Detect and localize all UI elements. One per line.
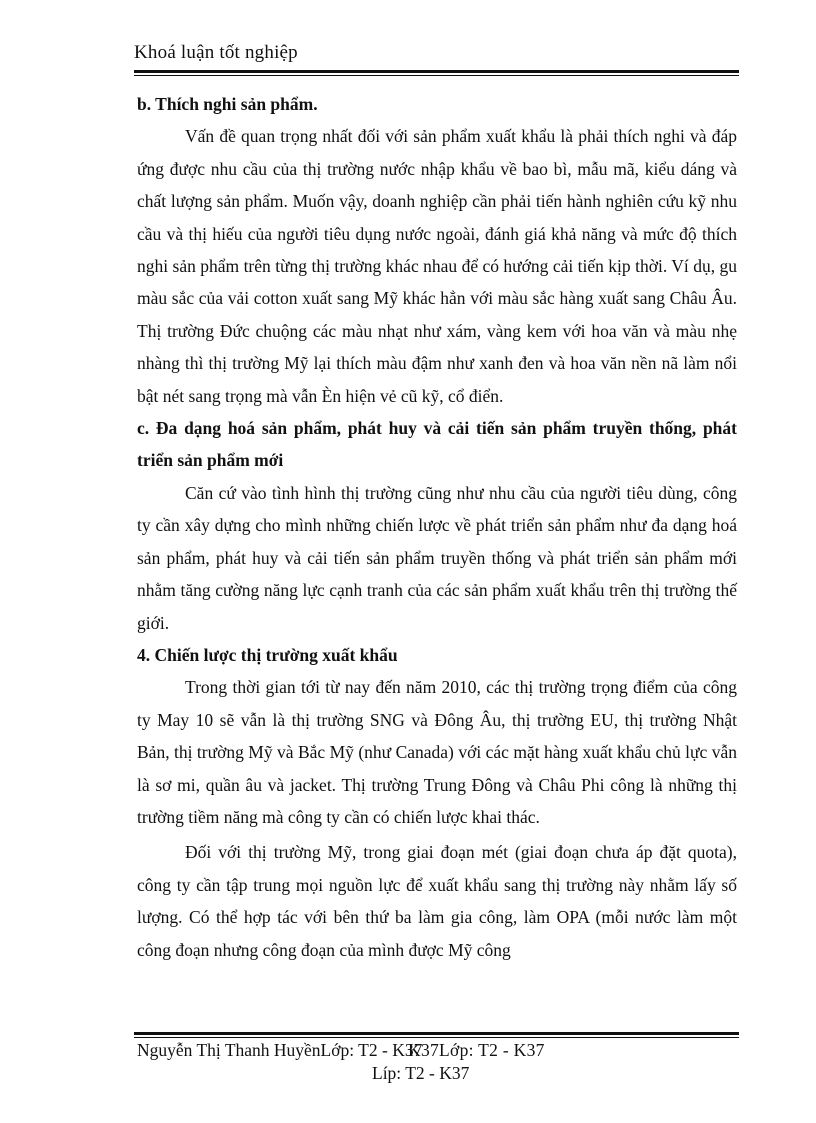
- footer-rule-thick: [134, 1032, 739, 1035]
- section-heading-b: b. Thích nghi sản phẩm.: [137, 94, 318, 114]
- paragraph-product-adaptation: Vấn đề quan trọng nhất đối với sản phẩm xuất khẩu là phải thích nghi và đáp ứng được nhu cầu của thị trường nước nhập khẩu về bao bì, mẫu mã, kiểu dáng và chất lượng sản phẩm. Muốn vậy, doanh nghiệp cần phải tiến hành nghiên cứu kỹ nhu cầu và thị hiếu của người tiêu dụng nước ngoài, đánh giá khả năng và mức độ thích nghi sản phẩm trên từng thị trường khác nhau để có hướng cải tiến kịp thời. Ví dụ, gu màu sắc của vải cotton xuất sang Mỹ khác hẳn với màu sắc hàng xuất sang Châu Âu. Thị trường Đức chuộng các màu nhạt như xám, vàng kem với hoa văn và màu nhẹ nhàng thì thị trường Mỹ lại thích màu đậm như xanh đen và hoa văn nền nã làm nổi bật nét sang trọng mà vẫn Èn hiện vẻ cũ kỹ, cổ điển.: [137, 126, 737, 406]
- header-rule-thick: [134, 70, 739, 73]
- document-body: [137, 88, 737, 966]
- paragraph-product-diversification: Căn cứ vào tình hình thị trường cũng như nhu cầu của người tiêu dùng, công ty cần xây dựng cho mình những chiến lược về phát triển sản phẩm như đa dạng hoá sản phẩm, phát huy và cải tiến sản phẩm truyền thống và phát triển sản phẩm mới nhằm tăng cường năng lực cạnh tranh của các sản phẩm xuất khẩu trên thị trường thế giới.: [137, 482, 737, 633]
- paragraph-us-market: Đối với thị trường Mỹ, trong giai đoạn mét (giai đoạn chưa áp đặt quota), công ty cần tập trung mọi nguồn lực để xuất khẩu sang thị trường này nhằm lấy số lượng. Có thể hợp tác với bên thứ ba làm gia công, làm OPA (mỗi nước làm một công đoạn nhưng công đoạn của mình được Mỹ công: [137, 842, 737, 960]
- header-title: Khoá luận tốt nghiệp: [134, 42, 298, 63]
- section-heading-4: 4. Chiến lược thị trường xuất khẩu: [137, 644, 398, 665]
- footer-rule-thin: [134, 1037, 739, 1038]
- footer-class-line: Líp: T2 - K37: [372, 1063, 470, 1083]
- section-heading-c: c. Đa dạng hoá sản phẩm, phát huy và cải tiến sản phẩm truyền thống, phát triển sản phẩm mới: [137, 418, 737, 471]
- header-rule-thin: [134, 75, 739, 76]
- paragraph-key-markets: Trong thời gian tới từ nay đến năm 2010, các thị trường trọng điểm của công ty May 10 sẽ vẫn là thị trường SNG và Đông Âu, thị trường EU, thị trường Nhật Bản, thị trường Mỹ và Bắc Mỹ (như Canada) với các mặt hàng xuất khẩu chủ lực vẫn là sơ mi, quần âu và jacket. Thị trường Trung Đông và Châu Phi công là những thị trường tiềm năng mà công ty cần có chiến lược khai thác.: [137, 677, 737, 827]
- footer-overlap-text: K37Lớp: T2 - K37: [408, 1040, 545, 1060]
- footer-author-class: Nguyễn Thị Thanh HuyềnLớp: T2 - K37: [137, 1040, 423, 1060]
